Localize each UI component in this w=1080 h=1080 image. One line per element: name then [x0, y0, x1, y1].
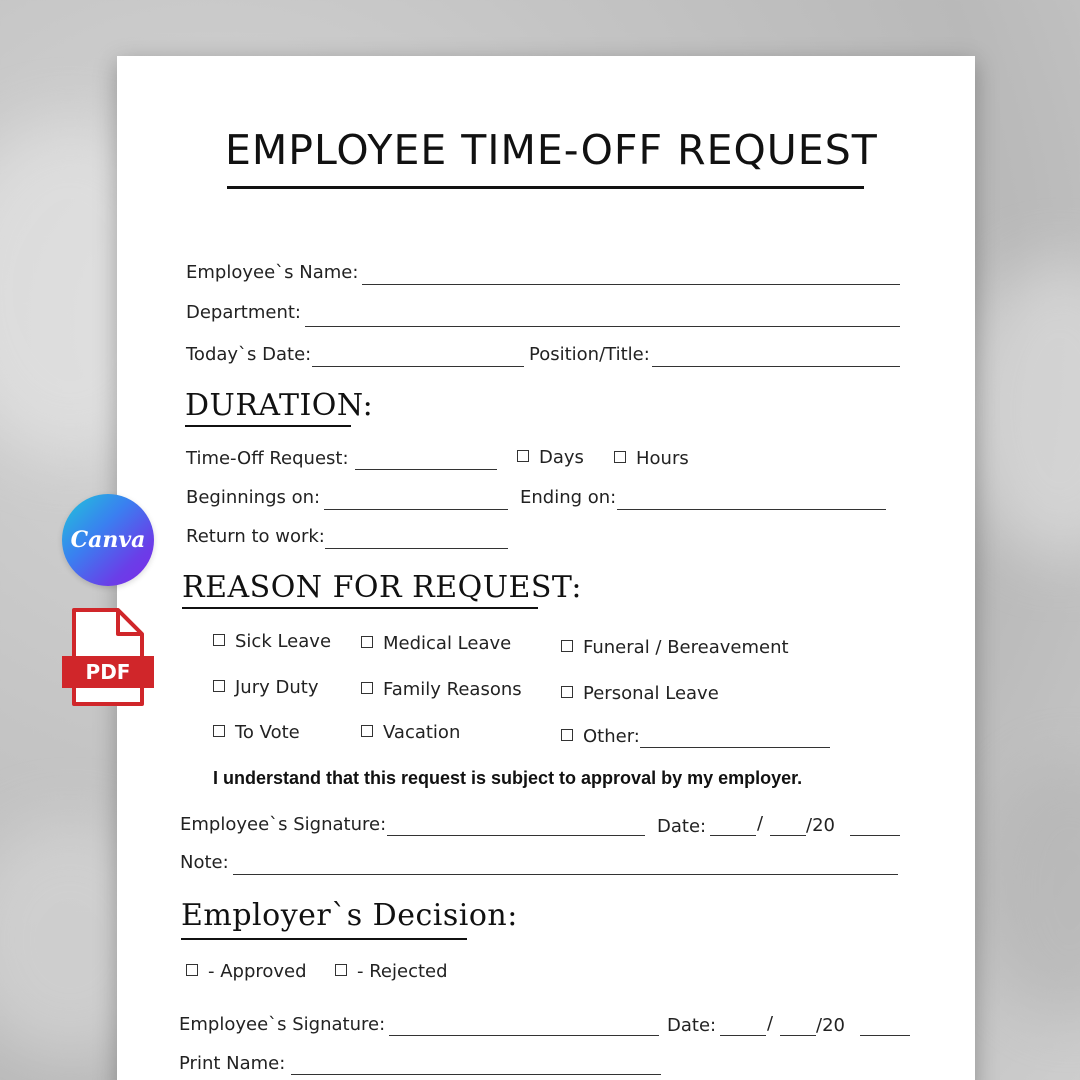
todays-date-label: Today`s Date: [186, 344, 312, 365]
note-label: Note: [180, 852, 229, 873]
canva-logo-icon [62, 494, 154, 586]
employer-signature-line[interactable] [389, 1035, 659, 1036]
employee-name-line[interactable] [362, 284, 900, 285]
days-option[interactable]: Days [517, 447, 584, 468]
department-label: Department: [186, 302, 301, 323]
decision-date-month-line[interactable] [780, 1035, 816, 1036]
funeral-bereavement-option[interactable]: Funeral / Bereavement [561, 637, 789, 658]
reason-heading: REASON FOR REQUEST: [182, 570, 582, 605]
other-line[interactable] [640, 747, 830, 748]
date-year-line[interactable] [850, 835, 900, 836]
to-vote-option[interactable]: To Vote [213, 722, 300, 743]
checkbox[interactable] [361, 682, 373, 694]
rejected-checkbox[interactable] [335, 964, 347, 976]
position-title-label: Position/Title: [529, 344, 650, 365]
beginnings-on-line[interactable] [324, 509, 508, 510]
employee-name-label: Employee`s Name: [186, 262, 359, 283]
duration-underline [185, 425, 351, 427]
decision-date-day-line[interactable] [720, 1035, 766, 1036]
date-slash: / [757, 813, 764, 834]
acknowledgement-text: I understand that this request is subject to approval by my employer. [213, 768, 803, 788]
department-line[interactable] [305, 326, 900, 327]
medical-leave-option[interactable]: Medical Leave [361, 633, 511, 654]
employer-signature-label: Employee`s Signature: [179, 1014, 386, 1035]
decision-heading: Employer`s Decision: [181, 898, 518, 933]
background-cloud [980, 760, 1080, 1020]
checkbox[interactable] [213, 634, 225, 646]
form-title: EMPLOYEE TIME-OFF REQUEST [225, 126, 878, 174]
hours-option[interactable]: Hours [614, 448, 689, 469]
pdf-label: PDF [85, 660, 131, 684]
sick-leave-option[interactable]: Sick Leave [213, 631, 331, 652]
checkbox[interactable] [361, 636, 373, 648]
pdf-file-icon [62, 608, 154, 708]
checkbox[interactable] [561, 640, 573, 652]
form-sheet [117, 56, 975, 1080]
background-cloud [960, 260, 1080, 560]
jury-duty-option[interactable]: Jury Duty [213, 677, 318, 698]
employee-signature-line[interactable] [387, 835, 645, 836]
checkbox[interactable] [561, 686, 573, 698]
decision-underline [181, 938, 467, 940]
employee-signature-label: Employee`s Signature: [180, 814, 387, 835]
time-off-request-label: Time-Off Request: [186, 448, 349, 469]
reason-underline [182, 607, 538, 609]
decision-date-year-line[interactable] [860, 1035, 910, 1036]
ending-on-line[interactable] [617, 509, 886, 510]
date-label: Date: [657, 816, 707, 837]
approved-option[interactable]: - Approved [186, 961, 307, 982]
checkbox[interactable] [561, 729, 573, 741]
title-underline [227, 186, 864, 189]
family-reasons-option[interactable]: Family Reasons [361, 679, 522, 700]
note-line[interactable] [233, 874, 898, 875]
decision-date-label: Date: [667, 1015, 717, 1036]
date-day-line[interactable] [710, 835, 756, 836]
personal-leave-option[interactable]: Personal Leave [561, 683, 719, 704]
checkbox[interactable] [361, 725, 373, 737]
date-month-line[interactable] [770, 835, 806, 836]
checkbox[interactable] [213, 725, 225, 737]
beginnings-on-label: Beginnings on: [186, 487, 321, 508]
days-checkbox[interactable] [517, 450, 529, 462]
other-option[interactable]: Other: [561, 726, 640, 747]
decision-date-slash: / [767, 1013, 774, 1034]
hours-checkbox[interactable] [614, 451, 626, 463]
vacation-option[interactable]: Vacation [361, 722, 460, 743]
rejected-option[interactable]: - Rejected [335, 961, 448, 982]
time-off-request-line[interactable] [355, 469, 497, 470]
print-name-label: Print Name: [179, 1053, 286, 1074]
duration-heading: DURATION: [185, 388, 374, 423]
canva-logo-text: Canva [70, 527, 146, 553]
print-name-line[interactable] [291, 1074, 661, 1075]
todays-date-line[interactable] [312, 366, 524, 367]
return-to-work-label: Return to work: [186, 526, 325, 547]
return-to-work-line[interactable] [325, 548, 508, 549]
checkbox[interactable] [213, 680, 225, 692]
date-year-prefix: /20 [806, 815, 835, 836]
approved-checkbox[interactable] [186, 964, 198, 976]
ending-on-label: Ending on: [520, 487, 617, 508]
decision-date-year-prefix: /20 [816, 1015, 845, 1036]
position-title-line[interactable] [652, 366, 900, 367]
